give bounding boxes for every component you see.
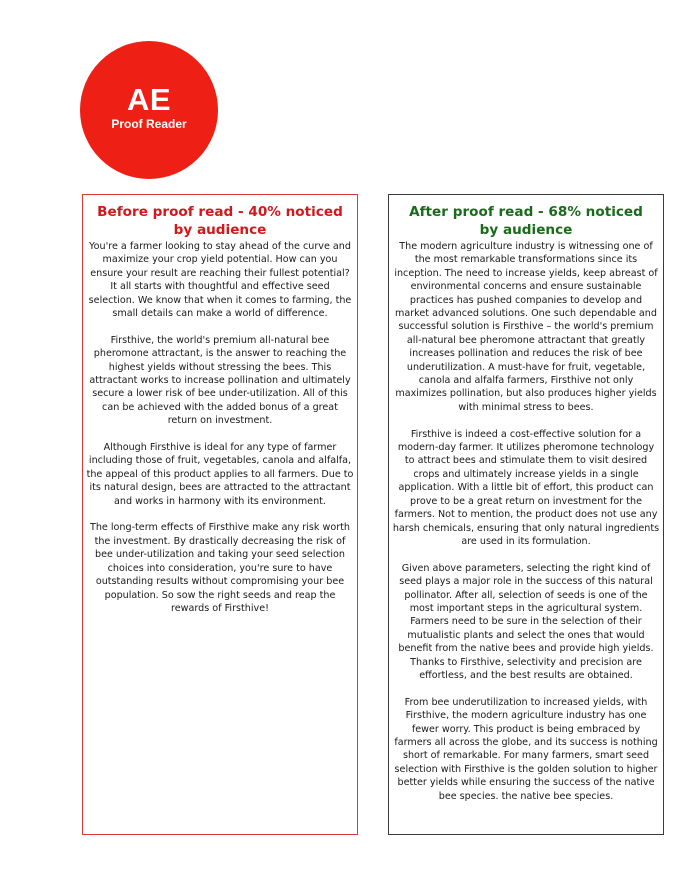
before-heading: Before proof read - 40% noticed by audience [97,204,343,238]
logo-subtitle: Proof Reader [111,116,187,131]
proof-reader-logo [80,41,218,179]
before-paragraph-1: You're a farmer looking to stay ahead of the curve and maximize your crop yield potential. How can you ensure your result are reaching their fullest potential? It all starts with thoughtful and effective seed selection. We know that when it comes to farming, the small details can make a world of difference. [88,241,352,320]
after-paragraph-1: The modern agriculture industry is witnessing one of the most remarkable transformations since its inception. The need to increase yields, keep abreast of environmental concerns and ensure sustainable practices has pushed companies to develop and market advanced solutions. One such dependable and successful solution is Firsthive – the world's premium all-natural bee pheromone attractant that greatly increases pollination and reduces the risk of bee underutilization. A must-have for fruit, vegetable, canola and alfalfa farmers, Firsthive not only maximizes pollination, but also produces higher yields with minimal stress to bees. [394,241,658,413]
after-proofread-panel [388,194,664,835]
after-paragraph-3: Given above parameters, selecting the right kind of seed plays a major role in the success of this natural pollinator. After all, selection of seeds is one of the most important steps in the agricultural system. Farmers need to be sure in the selection of their mutualistic plants and select the ones that would benefit from the native bees and provide high yields. Thanks to Firsthive, selectivity and precision are effortless, and the best results are obtained. [398,562,654,681]
before-paragraph-3: Although Firsthive is ideal for any type of farmer including those of fruit, vegetables, canola and alfalfa, the appeal of this product applies to all farmers. Due to its natural design, bees are attracted to the attractant and works in harmony with its environment. [86,442,354,507]
after-paragraph-4: From bee underutilization to increased yields, with Firsthive, the modern agriculture industry has one fewer worry. This product is being embraced by farmers all across the globe, and its success is nothing short of remarkable. For many farmers, smart seed selection with Firsthive is the golden solution to higher better yields while ensuring the success of the native bee species. the native bee species. [394,696,658,802]
before-paragraph-4: The long-term effects of Firsthive make any risk worth the investment. By drastically decreasing the risk of bee under-utilization and taking your seed selection choices into consideration, you're sure to have outstanding results without compromising your bee population. So sow the right seeds and reap the rewards of Firsthive! [89,522,351,614]
after-heading: After proof read - 68% noticed by audience [409,204,643,238]
before-paragraph-2: Firsthive, the world's premium all-natural bee pheromone attractant, is the answer to reaching the highest yields without stressing the bees. This attractant works to increase pollination and ultimately secure a lower risk of bee under-utilization. All of this can be achieved with the added bonus of a great return on investment. [89,334,351,427]
before-proofread-panel [82,194,358,835]
logo-title: AE [126,81,172,117]
after-paragraph-2: Firsthive is indeed a cost-effective solution for a modern-day farmer. It utilizes pheromone technology to attract bees and stimulate them to visit desired crops and ultimately increase yields in a single application. With a little bit of effort, this product can prove to be a great return on investment for the farmers. Not to mention, the product does not use any harsh chemicals, ensuring that only natural ingredients are used in its formulation. [392,428,660,547]
